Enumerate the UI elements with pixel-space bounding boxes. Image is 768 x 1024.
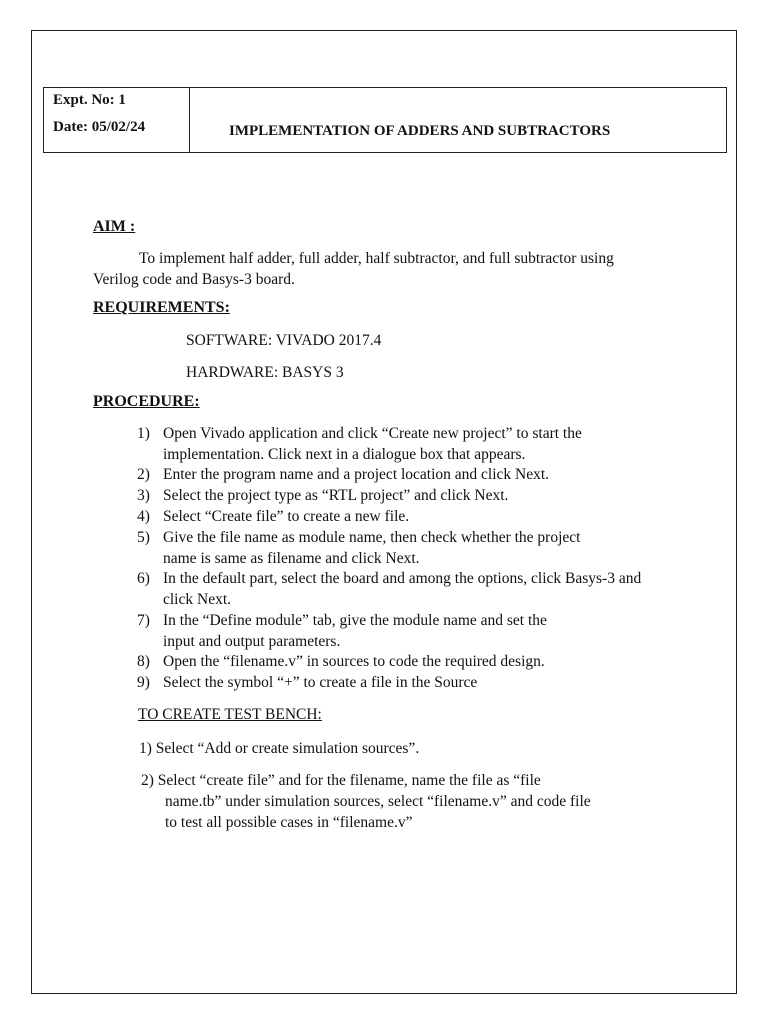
test-bench-heading: TO CREATE TEST BENCH: [138,706,322,723]
procedure-step: 8) Open the “filename.v” in sources to code the required design. [137,653,545,670]
procedure-heading: PROCEDURE: [93,393,200,410]
procedure-step: 2) Enter the program name and a project location and click Next. [137,466,550,483]
test-bench-step-1: 1) Select “Add or create simulation sources”. [139,740,420,757]
experiment-title: IMPLEMENTATION OF ADDERS AND SUBTRACTORS [229,123,611,139]
experiment-date: Date: 05/02/24 [53,119,146,135]
test-bench-step-2-line-2: name.tb” under simulation sources, select “filename.v” and code file [165,793,591,810]
aim-heading: AIM : [93,218,136,235]
software-requirement: SOFTWARE: VIVADO 2017.4 [186,332,382,349]
experiment-header [43,87,727,153]
test-bench-step-2-line-3: to test all possible cases in “filename.v” [165,814,413,831]
test-bench-step-2-line-1: 2) Select “create file” and for the filename, name the file as “file [141,772,541,789]
header-divider [189,88,190,152]
hardware-requirement: HARDWARE: BASYS 3 [186,364,344,381]
requirements-heading: REQUIREMENTS: [93,299,230,316]
procedure-step: 1) Open Vivado application and click “Create new project” to start the implementation. Click next in a dialogue box that appears. [137,425,582,463]
aim-text-line-1: To implement half adder, full adder, half subtractor, and full subtractor using [139,250,614,267]
procedure-step: 9) Select the symbol “+” to create a file in the Source [137,674,478,691]
procedure-step: 7) In the “Define module” tab, give the module name and set the input and output parameters. [137,612,547,650]
procedure-step: 3) Select the project type as “RTL project” and click Next. [137,487,509,504]
procedure-step: 4) Select “Create file” to create a new file. [137,508,410,525]
aim-text-line-2: Verilog code and Basys-3 board. [93,271,295,288]
procedure-step: 5) Give the file name as module name, then check whether the project name is same as filename and click Next. [137,529,581,567]
procedure-step: 6) In the default part, select the board and among the options, click Basys-3 and click Next. [137,570,642,608]
experiment-number: Expt. No: 1 [53,92,126,108]
